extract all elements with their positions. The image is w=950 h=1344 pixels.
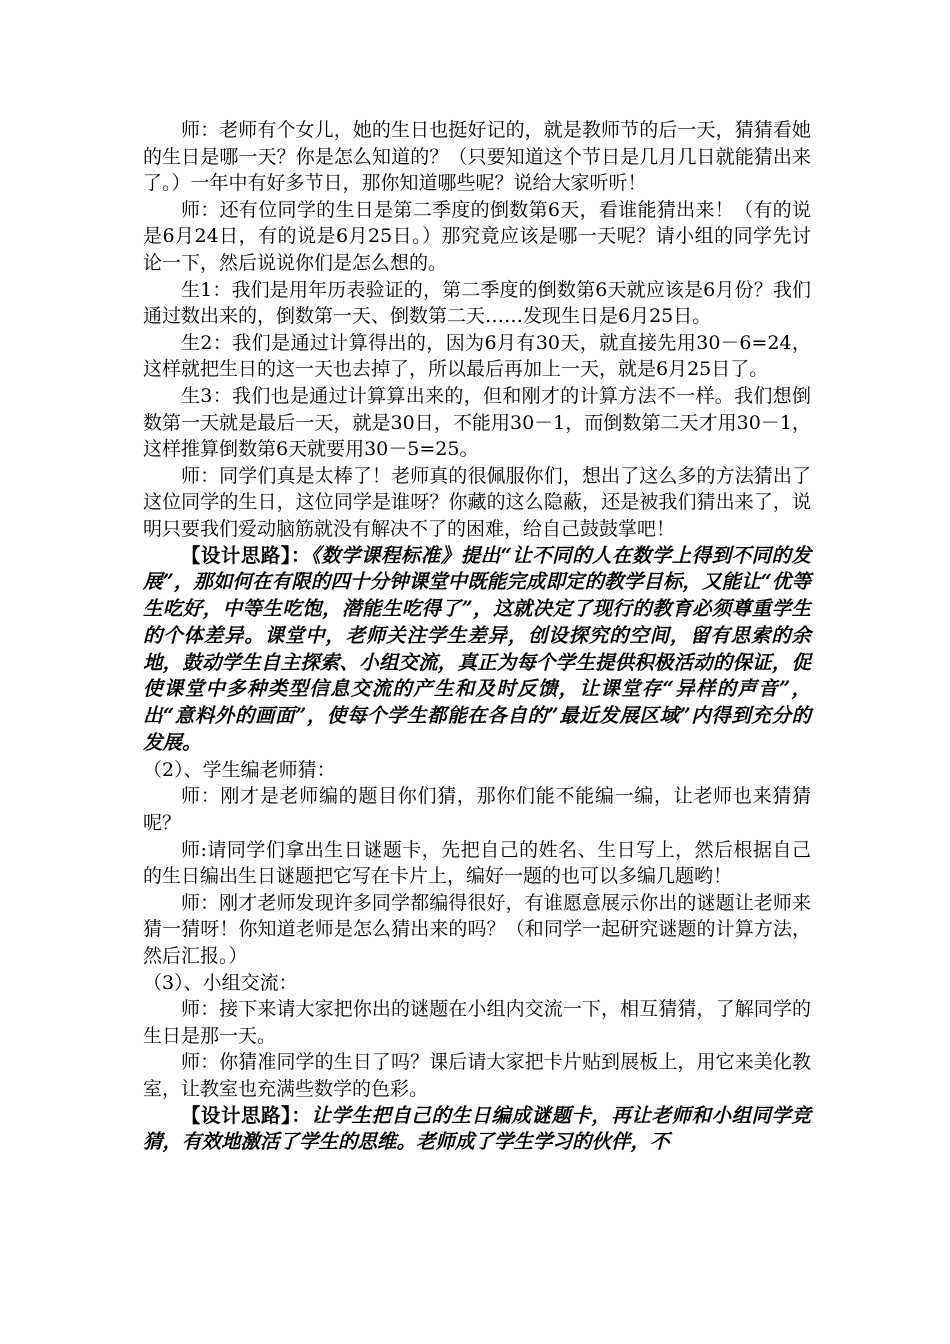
paragraph-teacher-display-board: 师：你猜准同学的生日了吗？课后请大家把卡片贴到展板上，用它来美化教室，让教室也充满些数学的色彩。 bbox=[143, 1051, 811, 1100]
design-rationale-2 bbox=[143, 1103, 811, 1157]
paragraph-teacher-riddle-card: 师:请同学们拿出生日谜题卡，先把自己的姓名、生日写上，然后根据自己的生日编出生日谜题把它写在卡片上，编好一题的也可以多编几题哟！ bbox=[143, 838, 811, 888]
paragraph-student-2: 生2：我们是通过计算得出的，因为6月有30天，就直接先用30－6=24，这样就把生日的这一天也去掉了，所以最后再加上一天，就是6月25日了。 bbox=[143, 331, 811, 381]
document-page bbox=[143, 117, 811, 1156]
design-rationale-body: 让学生把自己的生日编成谜题卡，再让老师和小组同学竞猜，有效地激活了学生的思维。老师成了学生学习的伙伴，不 bbox=[143, 1103, 811, 1154]
paragraph-teacher-invite-compose: 师：刚才是老师编的题目你们猜，那你们能不能编一编，让老师也来猜猜呢？ bbox=[143, 785, 811, 835]
paragraph-teacher-praise: 师：同学们真是太棒了！老师真的很佩服你们，想出了这么多的方法猜出了这位同学的生日，这位同学是谁呀？你藏的这么隐蔽，还是被我们猜出来了，说明只要我们爱动脑筋就没有解决不了的困难，给自己鼓鼓掌吧！ bbox=[143, 464, 811, 540]
paragraph-student-3: 生3：我们也是通过计算算出来的，但和刚才的计算方法不一样。我们想倒数第一天就是最后一天，就是30日，不能用30－1，而倒数第二天才用30－1，这样推算倒数第6天就要用30－5=25。 bbox=[143, 384, 811, 461]
paragraph-teacher-show-riddle: 师：刚才老师发现许多同学都编得很好，有谁愿意展示你出的谜题让老师来猜一猜呀！你知道老师是怎么猜出来的吗？（和同学一起研究谜题的计算方法，然后汇报。） bbox=[143, 891, 811, 968]
design-rationale-1 bbox=[143, 543, 811, 757]
paragraph-teacher-group-exchange: 师：接下来请大家把你出的谜题在小组内交流一下，相互猜猜，了解同学的生日是那一天。 bbox=[143, 998, 811, 1047]
design-rationale-body: 《数学课程标准》提出“让不同的人在数学上得到不同的发展”，那如何在有限的四十分钟课堂中既能完成即定的教学目标，又能让“优等生吃好，中等生吃饱，潜能生吃得了”，这就决定了现行的教育必须尊重学生的个体差异。课堂中，老师关注学生差异，创设探究的空间，留有思索的余地，鼓动学生自主探索、小组交流，真正为每个学生提供积极活动的保证，促使课堂中多种类型信息交流的产生和及时反馈，让课堂存“异样的声音”，出“意料外的画面”，使每个学生都能在各自的”最近发展区域”内得到充分的发展。 bbox=[143, 543, 811, 755]
paragraph-student-1: 生1：我们是用年历表验证的，第二季度的倒数第6天就应该是6月份？我们通过数出来的，倒数第一天、倒数第二天……发现生日是6月25日。 bbox=[143, 278, 811, 328]
paragraph-teacher-second-quarter: 师：还有位同学的生日是第二季度的倒数第6天，看谁能猜出来！（有的说是6月24日，有的说是6月25日。）那究竟应该是哪一天呢？请小组的同学先讨论一下，然后说说你们是怎么想的。 bbox=[143, 198, 811, 274]
design-rationale-heading: 【设计思路】： bbox=[181, 543, 311, 567]
section-heading-group-exchange: （3）、小组交流： bbox=[143, 971, 298, 994]
section-heading-students-compose: （2）、学生编老师猜： bbox=[143, 758, 336, 781]
design-rationale-heading: 【设计思路】： bbox=[181, 1103, 312, 1127]
paragraph-teacher-daughter-birthday: 师：老师有个女儿，她的生日也挺好记的，就是教师节的后一天，猜猜看她的生日是哪一天？你是怎么知道的？（只要知道这个节日是几月几日就能猜出来了。）一年中有好多节日，那你知道哪些呢？说给大家听听！ bbox=[143, 119, 811, 195]
